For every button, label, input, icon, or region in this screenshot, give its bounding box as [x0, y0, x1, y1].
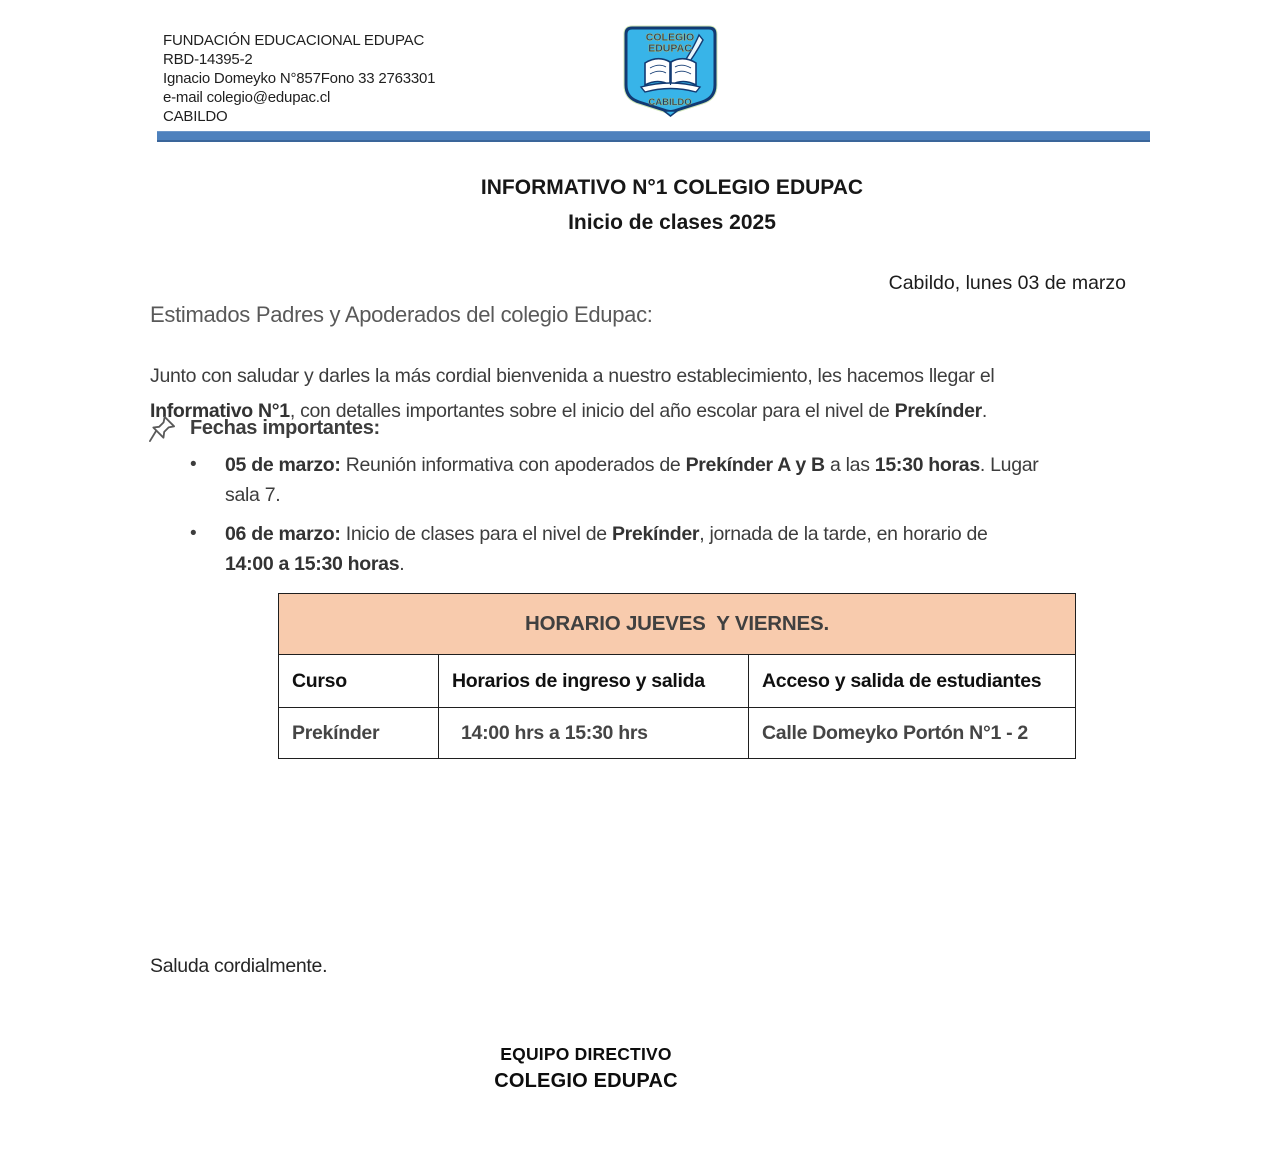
school-logo	[623, 25, 718, 122]
important-dates-label: Fechas importantes:	[190, 417, 380, 439]
table-header-row	[279, 655, 1076, 708]
intro-text-3: .	[981, 399, 988, 422]
bullet-dot: •	[190, 454, 197, 475]
b2-bold-1: Prekínder	[611, 523, 700, 545]
b2-date: 06 de marzo:	[225, 523, 341, 545]
pushpin-icon	[148, 414, 177, 443]
b1-text-1: Reunión informativa con apoderados de	[340, 454, 686, 476]
date-line: Cabildo, lunes 03 de marzo	[888, 272, 1126, 294]
closing-salute: Saluda cordialmente.	[150, 955, 328, 977]
b1-bold-2: 15:30 horas	[874, 454, 980, 476]
org-city: CABILDO	[163, 108, 228, 125]
signature-school: COLEGIO EDUPAC	[494, 1070, 678, 1092]
b2-text-2: , jornada de la tarde, en horario de	[699, 523, 988, 545]
signature-block	[150, 1041, 1022, 1095]
table-title-row	[279, 594, 1076, 655]
list-item-march-6	[150, 519, 1196, 579]
list-item-march-5	[150, 450, 1196, 510]
intro-text-2: , con detalles importantes sobre el inicio del año escolar para el nivel de	[289, 399, 895, 422]
intro-bold-informativo: Informativo N°1	[150, 399, 290, 422]
schedule-table	[278, 593, 1076, 759]
school-crest-icon	[623, 25, 718, 117]
cell-curso: Prekínder	[279, 708, 439, 759]
important-dates-heading	[148, 414, 380, 443]
column-header-acceso: Acceso y salida de estudiantes	[749, 655, 1076, 708]
table-row	[279, 708, 1076, 759]
cell-acceso: Calle Domeyko Portón N°1 - 2	[749, 708, 1076, 759]
org-address-phone: Ignacio Domeyko N°857Fono 33 2763301	[163, 70, 436, 87]
column-header-horarios: Horarios de ingreso y salida	[439, 655, 749, 708]
b2-text-3: .	[399, 553, 405, 575]
cell-horario: 14:00 hrs a 15:30 hrs	[439, 708, 749, 759]
b1-text-2: a las	[824, 454, 875, 476]
dates-list	[150, 450, 1196, 588]
intro-text-1: Junto con saludar y darles la más cordial bienvenida a nuestro establecimiento, les hacemos llegar el	[150, 364, 995, 387]
org-rbd: RBD-14395-2	[163, 51, 253, 68]
greeting: Estimados Padres y Apoderados del colegio Edupac:	[150, 302, 653, 327]
org-email: e-mail colegio@edupac.cl	[163, 89, 331, 106]
b1-line-2: sala 7.	[225, 484, 281, 506]
intro-bold-prekinder: Prekínder	[894, 399, 982, 422]
b2-text-1: Inicio de clases para el nivel de	[340, 523, 612, 545]
document-title	[150, 170, 1194, 240]
title-line2: Inicio de clases 2025	[568, 211, 776, 234]
table-title: HORARIO JUEVES Y VIERNES.	[279, 594, 1076, 655]
logo-text-colegio: COLEGIO	[645, 31, 695, 44]
bullet-dot: •	[190, 523, 197, 544]
b1-date: 05 de marzo:	[225, 454, 341, 476]
logo-text-cabildo: CABILDO	[648, 97, 692, 108]
column-header-curso: Curso	[279, 655, 439, 708]
signature-team: EQUIPO DIRECTIVO	[500, 1044, 672, 1064]
header-divider	[157, 131, 1150, 142]
b2-bold-2: 14:00 a 15:30 horas	[225, 553, 400, 575]
b1-text-3: . Lugar	[979, 454, 1039, 476]
logo-text-edupac: EDUPAC	[648, 42, 692, 55]
letterhead	[163, 31, 435, 126]
org-name: FUNDACIÓN EDUCACIONAL EDUPAC	[163, 32, 425, 49]
b1-bold-1: Prekínder A y B	[685, 454, 825, 476]
title-line1: INFORMATIVO N°1 COLEGIO EDUPAC	[480, 176, 864, 199]
